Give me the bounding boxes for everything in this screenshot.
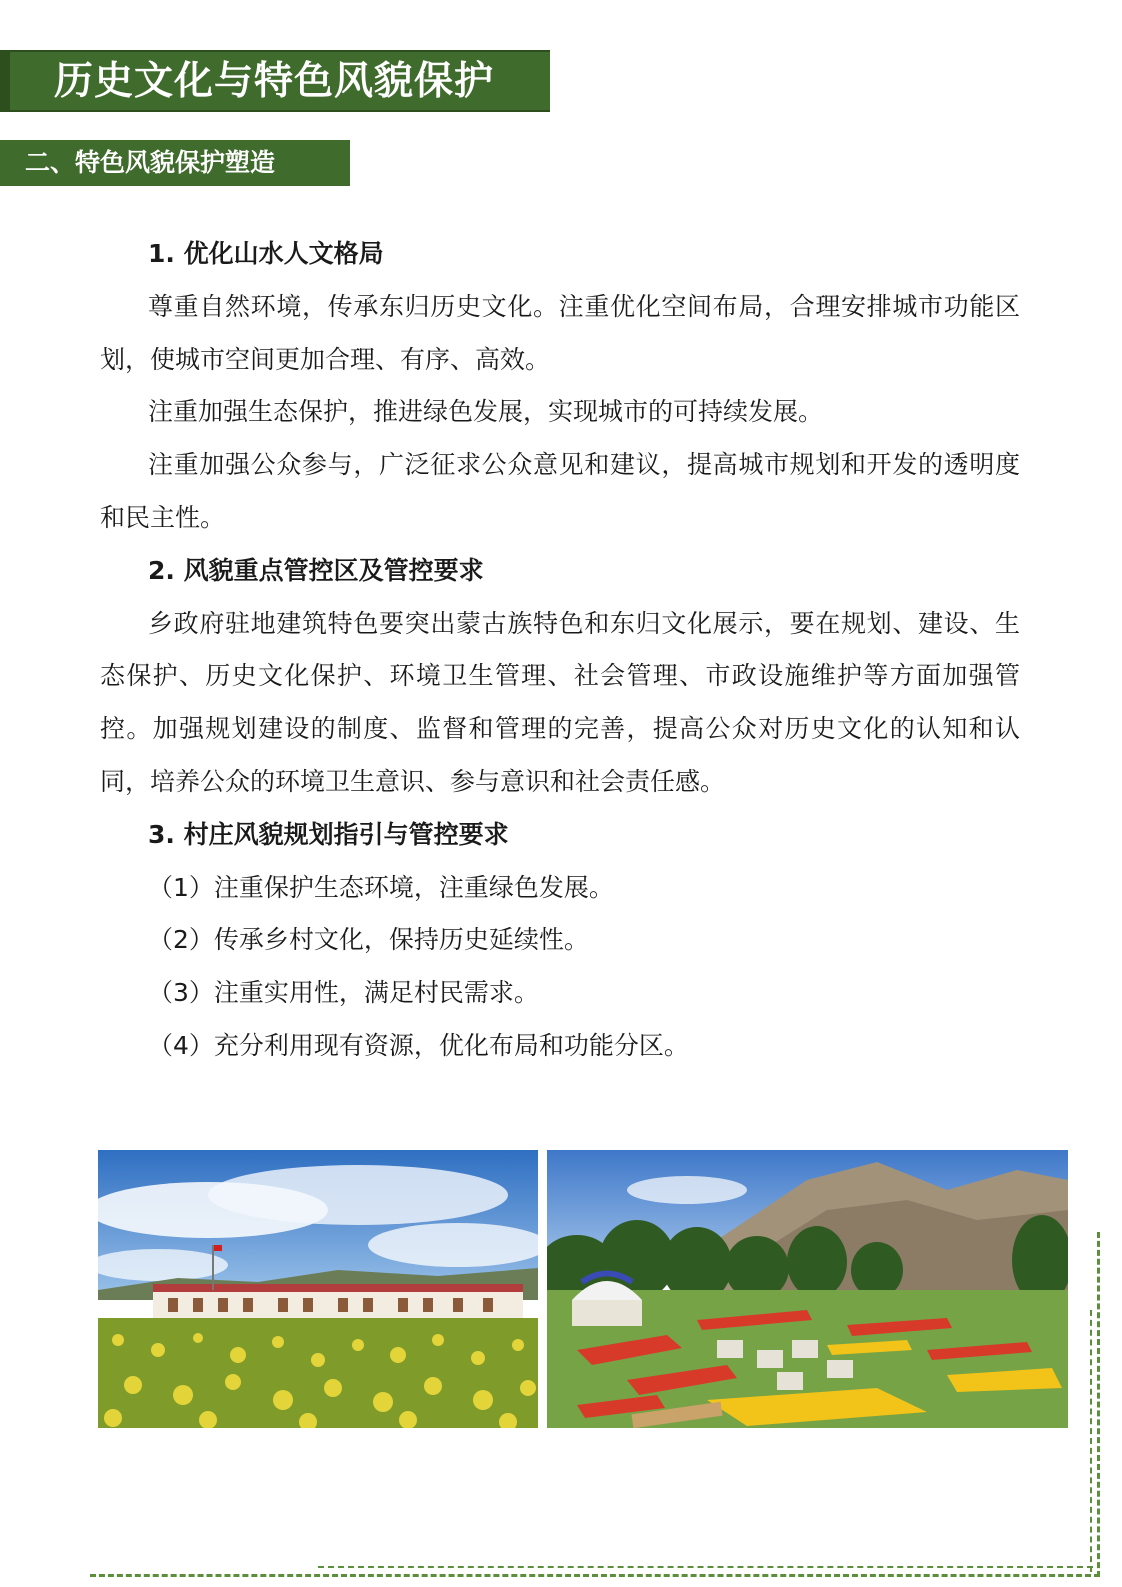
paragraph: 尊重自然环境，传承东归历史文化。注重优化空间布局，合理安排城市功能区划，使城市空间更加合理、有序、高效。 bbox=[100, 291, 1020, 374]
photo-mountain-grassland bbox=[547, 1150, 1068, 1428]
paragraph: 乡政府驻地建筑特色要突出蒙古族特色和东归文化展示，要在规划、建设、生态保护、历史文化保护、环境卫生管理、社会管理、市政设施维护等方面加强管控。加强规划建设的制度、监督和管理的完善，提高公众对历史文化的认知和认同，培养公众的环境卫生意识、参与意识和社会责任感。 bbox=[100, 608, 1020, 796]
title-banner bbox=[0, 50, 550, 112]
decorative-dashed-border bbox=[1097, 1232, 1100, 1577]
heading-3: 3. 村庄风貌规划指引与管控要求 bbox=[148, 819, 509, 849]
paragraph: 注重加强生态保护，推进绿色发展，实现城市的可持续发展。 bbox=[148, 397, 824, 427]
photo-township-buildings bbox=[98, 1150, 538, 1428]
list-item: （2）传承乡村文化，保持历史延续性。 bbox=[148, 925, 589, 955]
section-banner bbox=[0, 140, 350, 186]
list-item: （4）充分利用现有资源，优化布局和功能分区。 bbox=[148, 1030, 689, 1060]
page-title: 历史文化与特色风貌保护 bbox=[54, 59, 495, 104]
heading-1: 1. 优化山水人文格局 bbox=[148, 239, 384, 268]
list-item: （1）注重保护生态环境，注重绿色发展。 bbox=[148, 872, 614, 902]
heading-2: 2. 风貌重点管控区及管控要求 bbox=[148, 555, 484, 585]
decorative-dashed-border bbox=[90, 1574, 1100, 1577]
decorative-dashed-border bbox=[318, 1566, 1093, 1568]
decorative-dashed-border bbox=[1090, 1310, 1092, 1572]
body-content bbox=[100, 228, 1020, 1073]
list-item: （3）注重实用性，满足村民需求。 bbox=[148, 978, 539, 1008]
section-title: 二、特色风貌保护塑造 bbox=[25, 148, 276, 177]
title-banner-accent bbox=[0, 52, 10, 110]
paragraph: 注重加强公众参与，广泛征求公众意见和建议，提高城市规划和开发的透明度和民主性。 bbox=[100, 450, 1020, 532]
